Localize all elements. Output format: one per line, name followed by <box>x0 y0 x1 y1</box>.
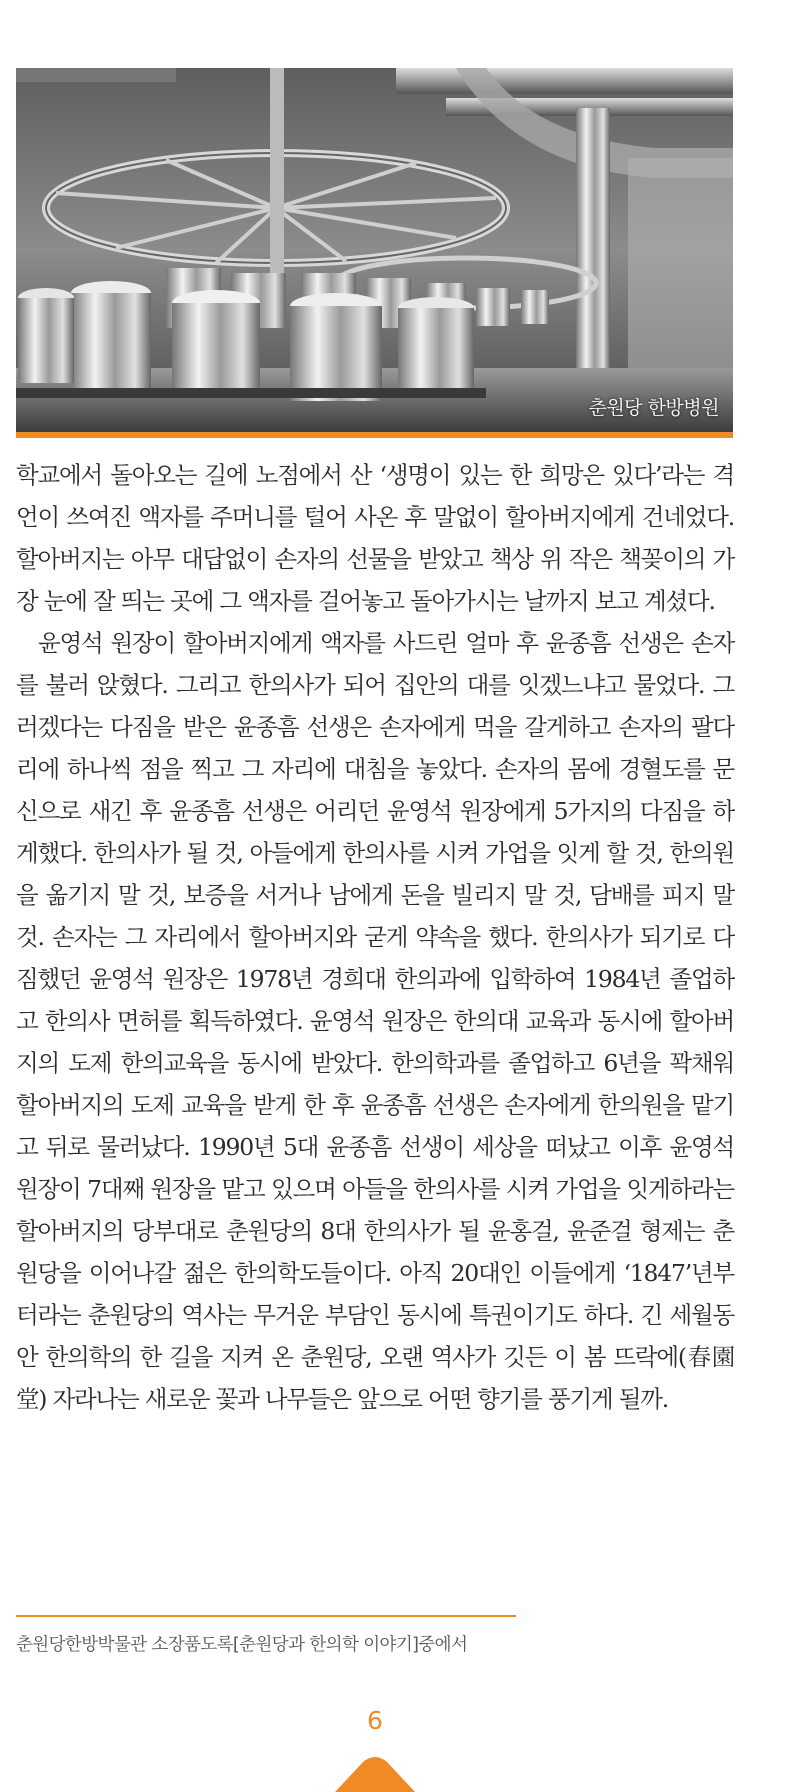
page-number: 6 <box>367 1706 383 1735</box>
paragraph: 윤영석 원장이 할아버지에게 액자를 사드린 얼마 후 윤종흠 선생은 손자를 불러 앉혔다. 그리고 한의사가 되어 집안의 대를 잇겠느냐고 물었다. 그러겠다는 다짐을 받은 윤종흠 선생은 손자에게 먹을 갈게하고 손자의 팔다리에 하나씩 점을 찍고 그 자리에 대침을 놓았다. 손자의 몸에 경혈도를 문신으로 새긴 후 윤종흠 선생은 어리던 윤영석 원장에게 5가지의 다짐을 하게했다. 한의사가 될 것, 아들에게 한의사를 시켜 가업을 잇게 할 것, 한의원을 옮기지 말 것, 보증을 서거나 남에게 돈을 빌리지 말 것, 담배를 피지 말 것. 손자는 그 자리에서 할아버지와 굳게 약속을 했다. 한의사가 되기로 다짐했던 윤영석 원장은 1978년 경희대 한의과에 입학하여 1984년 졸업하고 한의사 면허를 획득하였다. 윤영석 원장은 한의대 교육과 동시에 할아버지의 도제 한의교육을 동시에 받았다. 한의학과를 졸업하고 6년을 꽉채워 할아버지의 도제 교육을 받게 한 후 윤종흠 선생은 손자에게 한의원을 맡기고 뒤로 물러났다. 1990년 5대 윤종흠 선생이 세상을 떠났고 이후 윤영석 원장이 7대째 원장을 맡고 있으며 아들을 한의사를 시켜 가업을 잇게하라는 할아버지의 당부대로 춘원당의 8대 한의사가 될 윤홍걸, 윤준걸 형제는 춘원당을 이어나갈 젊은 한의학도들이다. 아직 20대인 이들에게 ‘1847’년부터라는 춘원당의 역사는 무거운 부담인 동시에 특권이기도 하다. 긴 세월동안 한의학의 한 길을 지켜 온 춘원당, 오랜 역사가 깃든 이 봄 뜨락에(春園堂) 자라나는 새로운 꽃과 나무들은 앞으로 어떤 향기를 풍기게 될까. <box>16 629 734 1413</box>
photo-caption: 춘원당 한방병원 <box>588 397 719 419</box>
footnote-divider <box>16 1615 516 1617</box>
source-note: 춘원당한방박물관 소장품도록[춘원당과 한의학 이야기]중에서 <box>16 1635 468 1655</box>
hospital-photo <box>16 68 733 432</box>
page-tab-icon <box>335 1752 415 1792</box>
paragraph: 학교에서 돌아오는 길에 노점에서 산 ‘생명이 있는 한 희망은 있다’라는 격언이 쓰여진 액자를 주머니를 털어 사온 후 말없이 할아버지에게 건네었다. 할아버지는 아무 대답없이 손자의 선물을 받았고 책상 위 작은 책꽂이의 가장 눈에 잘 띄는 곳에 그 액자를 걸어놓고 돌아가시는 날까지 보고 계셨다. <box>16 461 734 615</box>
article-body <box>16 454 734 1420</box>
pharmacy-machinery-illustration <box>16 68 733 432</box>
photo-underline <box>16 432 733 438</box>
